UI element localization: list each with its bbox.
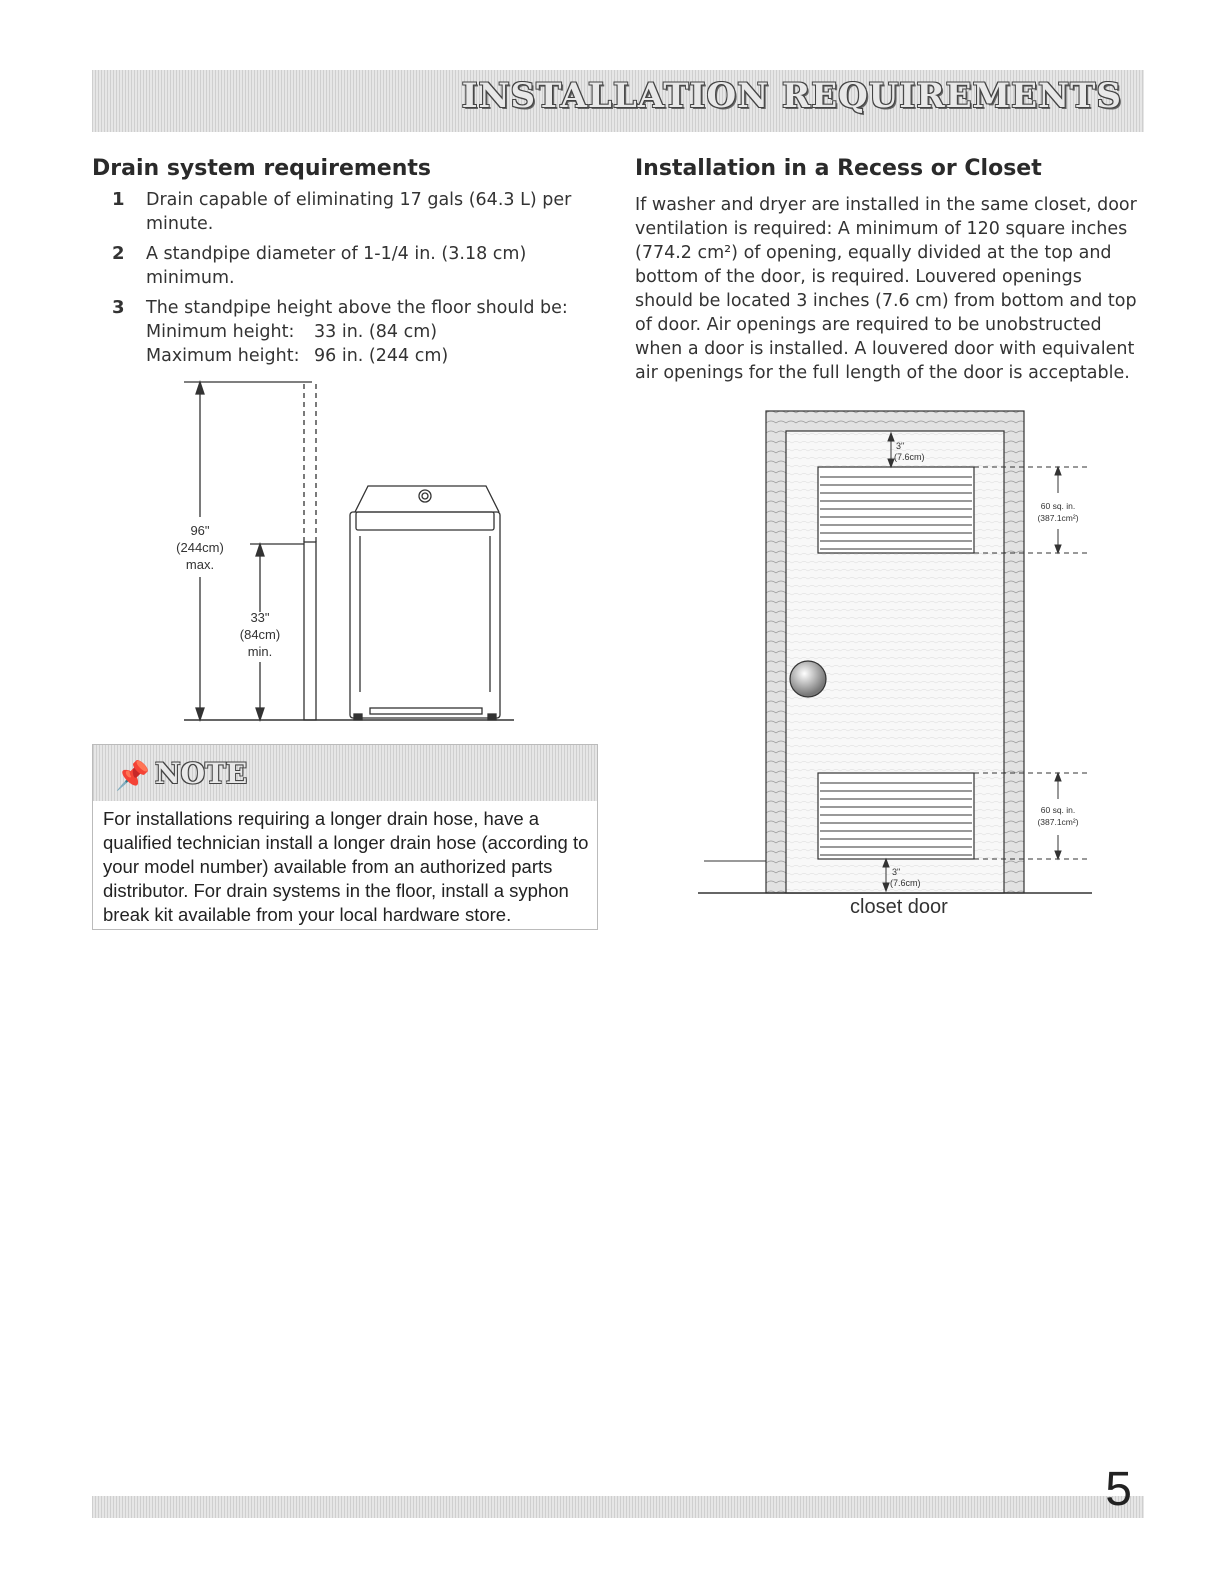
page-number: 5 [1105, 1463, 1132, 1516]
list-item-number: 3 [112, 297, 125, 318]
bottom-louver [818, 773, 974, 859]
footer-bar [92, 1496, 1144, 1518]
closet-door-diagram [696, 405, 1096, 900]
list-item [112, 188, 592, 236]
max-label-line-3: max. [185, 557, 215, 572]
standpipe-diagram [150, 372, 530, 734]
drain-section-title: Drain system requirements [92, 156, 431, 181]
standpipe [304, 542, 316, 720]
recess-body-text: If washer and dryer are installed in the same closet, door ventilation is required: A minimum of 120 square inches (774.2 cm²) of opening, equally divided at the top and bottom of the door, is required. Louvered openings should be located 3 inches (7.6 cm) from bottom and top of door. Air openings are required to be unobstructed when a door is installed. A louvered door with equivalent air openings for the full length of the door is acceptable. [635, 195, 1137, 383]
list-item-text: Drain capable of eliminating 17 gals (64.3 L) per minute. [146, 190, 572, 234]
bottom-area-label-2: (387.1cm²) [1037, 817, 1079, 827]
note-text: For installations requiring a longer drain hose, have a qualified technician install a longer drain hose (according to your model number) available from an authorized parts distributor. For drain systems in the floor, install a syphon break kit available from your local hardware store. [103, 808, 589, 925]
list-item-number: 1 [112, 189, 125, 210]
list-item-text: The standpipe height above the floor should be: [146, 298, 568, 318]
top-area-label-1: 60 sq. in. [1040, 501, 1076, 511]
min-label-line-1: 33" [250, 610, 270, 625]
min-height-value: 33 in. (84 cm) [314, 322, 438, 342]
min-label-line-2: (84cm) [239, 627, 281, 642]
list-item-text: A standpipe diameter of 1-1/4 in. (3.18 cm) minimum. [146, 244, 527, 288]
arrowhead [256, 708, 264, 720]
note-box [92, 744, 598, 930]
recess-section-title: Installation in a Recess or Closet [635, 156, 1042, 181]
max-height-value: 96 in. (244 cm) [314, 346, 449, 366]
top-gap-label-1: 3" [896, 441, 905, 451]
list-item [112, 242, 592, 290]
header-bar [92, 70, 1144, 132]
arrowhead [256, 544, 264, 556]
min-label-line-3: min. [247, 644, 273, 659]
max-label-line-2: (244cm) [176, 540, 224, 555]
bottom-gap-label-1: 3" [892, 867, 901, 877]
door-caption: closet door [850, 896, 948, 918]
top-louver [818, 467, 974, 553]
washer-knob [419, 490, 431, 502]
max-height-label: Maximum height: [146, 346, 300, 366]
pushpin-icon: 📌 [115, 759, 150, 792]
arrowhead [196, 382, 204, 394]
bottom-gap-label-2: (7.6cm) [890, 878, 921, 888]
door-knob [790, 661, 826, 697]
page-title: INSTALLATION REQUIREMENTS [461, 76, 1122, 116]
max-height-row [146, 344, 592, 368]
min-height-label: Minimum height: [146, 322, 295, 342]
washer-body [350, 512, 500, 718]
max-label-line-1: 96" [190, 523, 210, 538]
min-height-row [146, 320, 592, 344]
bottom-area-label-1: 60 sq. in. [1040, 805, 1076, 815]
list-item [112, 296, 592, 368]
top-gap-label-2: (7.6cm) [894, 452, 925, 462]
note-title: NOTE [155, 757, 248, 790]
list-item-number: 2 [112, 243, 125, 264]
arrowhead [196, 708, 204, 720]
drain-requirements-list [112, 188, 592, 374]
top-area-label-2: (387.1cm²) [1037, 513, 1079, 523]
note-header [93, 745, 597, 801]
